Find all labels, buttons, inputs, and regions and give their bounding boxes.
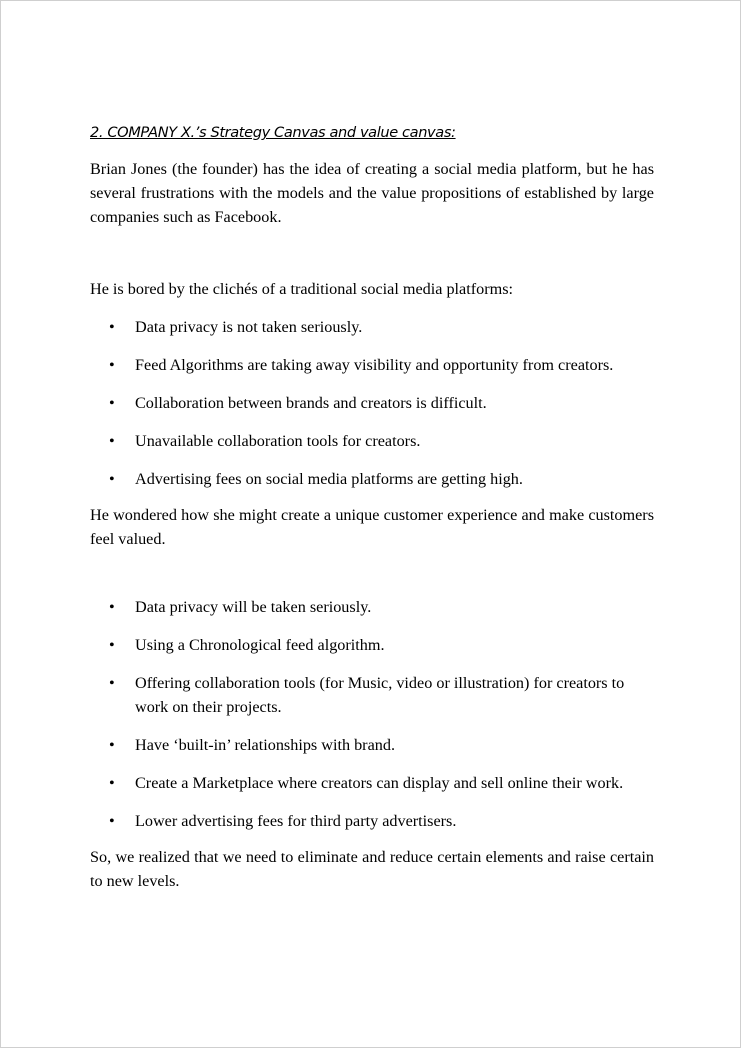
wondered-paragraph: He wondered how she might create a unique customer experience and make customers feel valued. <box>90 506 654 548</box>
bullet-icon: • <box>109 774 115 792</box>
conclusion-paragraph: So, we realized that we need to eliminate and reduce certain elements and raise certain to new levels. <box>90 848 654 890</box>
list-item-text: Advertising fees on social media platforms are getting high. <box>135 470 523 488</box>
bullet-icon: • <box>109 394 115 412</box>
bullet-icon: • <box>109 432 115 450</box>
section-heading: 2. COMPANY X.’s Strategy Canvas and value canvas: <box>90 124 456 141</box>
list-item <box>90 353 654 377</box>
list-item-text: Collaboration between brands and creators is difficult. <box>135 394 487 412</box>
list-item <box>90 315 654 339</box>
list-item-text: Data privacy is not taken seriously. <box>135 318 363 336</box>
bullet-icon: • <box>109 736 115 754</box>
frustrations-list <box>90 315 654 491</box>
bullet-icon: • <box>109 636 115 654</box>
solutions-list <box>90 595 654 833</box>
list-item-text: Using a Chronological feed algorithm. <box>135 636 385 654</box>
list-item-text: Feed Algorithms are taking away visibility and opportunity from creators. <box>135 356 614 374</box>
bullet-icon: • <box>109 470 115 488</box>
list-item-text: Create a Marketplace where creators can display and sell online their work. <box>135 774 624 792</box>
list-item-text: Offering collaboration tools (for Music, video or illustration) for creators to work on their projects. <box>135 674 625 716</box>
list-item <box>90 633 654 657</box>
list-item-text: Have ‘built-in’ relationships with brand. <box>135 736 395 754</box>
list-item <box>90 467 654 491</box>
list-item <box>90 733 654 757</box>
list-item <box>90 429 654 453</box>
list-item <box>90 809 654 833</box>
document-body <box>90 121 654 893</box>
list-item-text: Data privacy will be taken seriously. <box>135 598 372 616</box>
list-item-text: Lower advertising fees for third party advertisers. <box>135 812 457 830</box>
bullet-icon: • <box>109 318 115 336</box>
list-item <box>90 771 654 795</box>
bullet-icon: • <box>109 674 115 692</box>
list-item <box>90 595 654 619</box>
intro-paragraph: Brian Jones (the founder) has the idea of creating a social media platform, but he has several frustrations with the models and the value propositions of established by large companies such as Facebook. <box>90 160 654 226</box>
bullet-icon: • <box>109 598 115 616</box>
bored-paragraph: He is bored by the clichés of a traditional social media platforms: <box>90 280 513 298</box>
bullet-icon: • <box>109 356 115 374</box>
list-item <box>90 391 654 415</box>
bullet-icon: • <box>109 812 115 830</box>
list-item-text: Unavailable collaboration tools for creators. <box>135 432 421 450</box>
list-item <box>90 671 654 719</box>
